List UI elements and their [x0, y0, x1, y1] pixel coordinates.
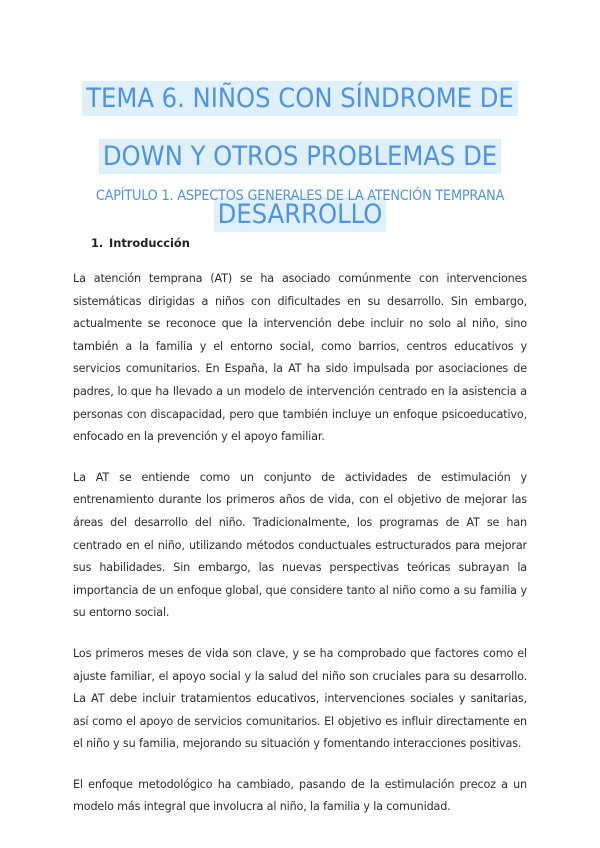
title-highlight: TEMA 6. NIÑOS CON SÍNDROME DE DOWN Y OTROS PROBLEMAS DE DESARROLLO [82, 81, 518, 232]
paragraph: La AT se entiende como un conjunto de actividades de estimulación y entrenamiento durante los primeros años de vida, con el objetivo de mejorar las áreas del desarrollo del niño. Tradicionalmente, los programas de AT se han centrado en el niño, utilizando métodos conductuales estructurados para mejorar sus habilidades. Sin embargo, las nuevas perspectivas teóricas subrayan la importancia de un enfoque global, que considere tanto al niño como a su familia y su entorno social. [73, 470, 527, 620]
paragraph: El enfoque metodológico ha cambiado, pasando de la estimulación precoz a un modelo más integral que involucra al niño, la familia y la comunidad. [73, 777, 527, 814]
document-title [70, 70, 530, 244]
section-heading [91, 236, 190, 250]
paragraph: La atención temprana (AT) se ha asociado comúnmente con intervenciones sistemáticas dirigidas a niños con dificultades en su desarrollo. Sin embargo, actualmente se reconoce que la intervención debe incluir no solo al niño, sino también a la familia y el entorno social, como barrios, centros educativos y servicios comunitarios. En España, la AT ha sido impulsada por asociaciones de padres, lo que ha llevado a un modelo de intervención centrado en la asistencia a personas con discapacidad, pero que también incluye un enfoque psicoeducativo, enfocado en la prevención y el apoyo familiar. [73, 272, 527, 444]
chapter-heading: CAPÍTULO 1. ASPECTOS GENERALES DE LA ATENCIÓN TEMPRANA [95, 188, 505, 204]
body-text [73, 268, 527, 837]
paragraph: Los primeros meses de vida son clave, y se ha comprobado que factores como el ajuste familiar, el apoyo social y la salud del niño son cruciales para su desarrollo. La AT debe incluir tratamientos educativos, intervenciones sociales y sanitarias, así como el apoyo de servicios comunitarios. El objetivo es influir directamente en el niño y su familia, mejorando su situación y fomentando interacciones positivas. [73, 646, 527, 751]
section-title: Introducción [109, 236, 190, 250]
section-number: 1. [91, 236, 104, 250]
